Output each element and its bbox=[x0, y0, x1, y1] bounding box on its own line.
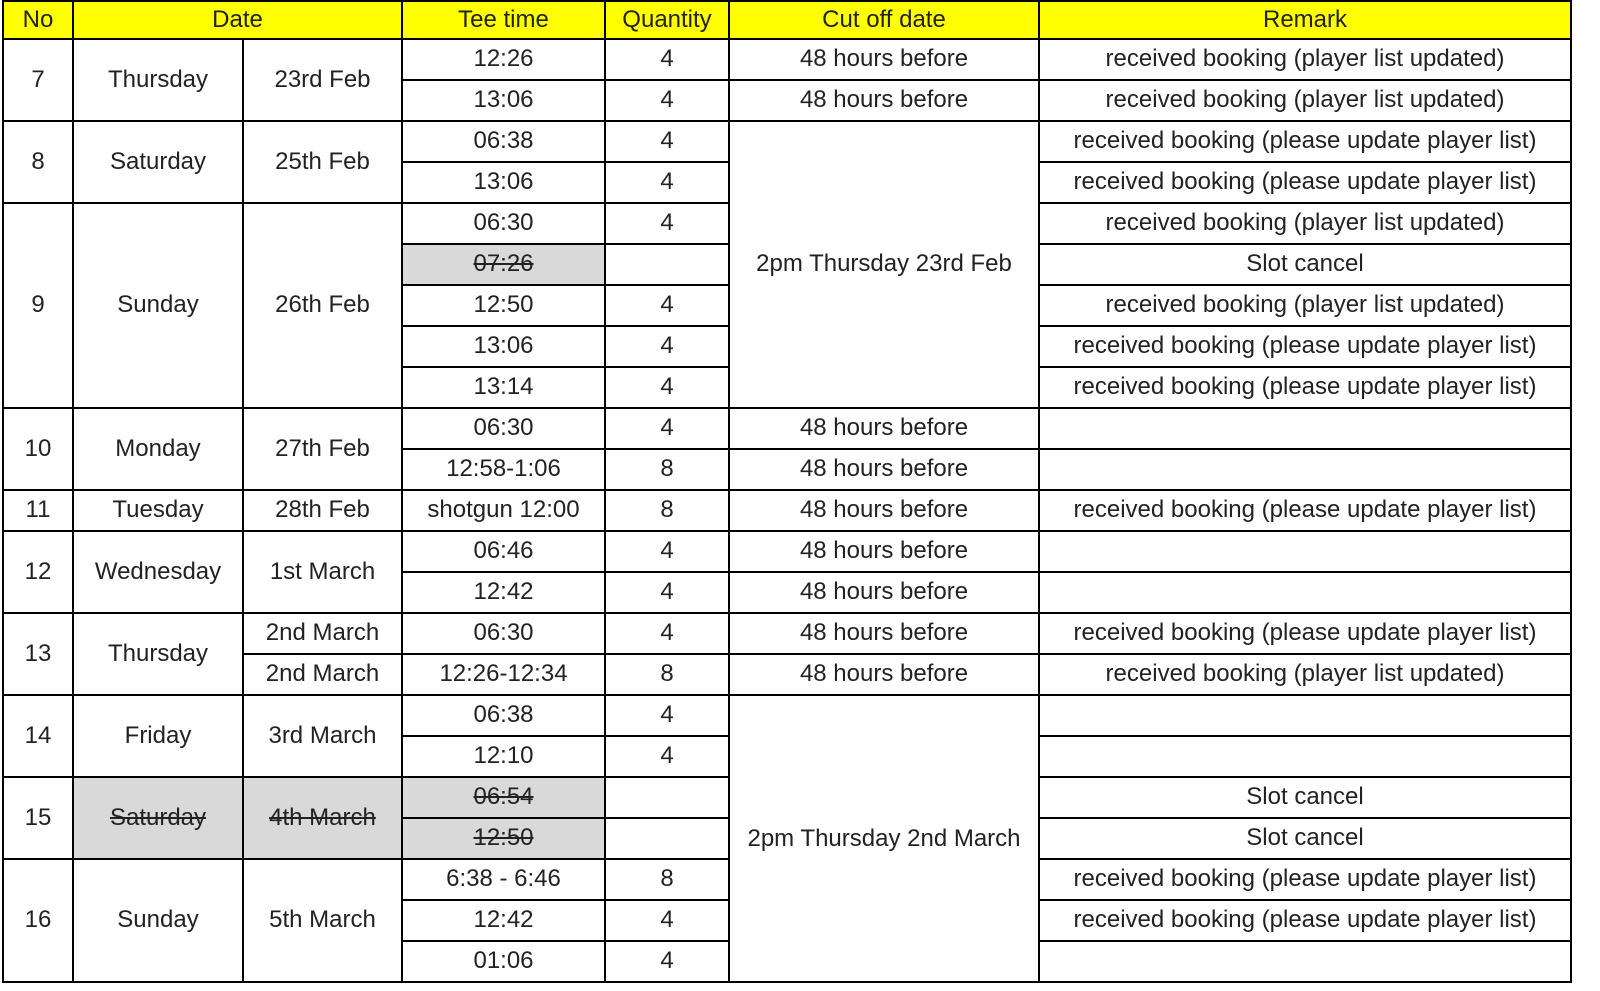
remark-cell: received booking (please update player list) bbox=[1039, 859, 1571, 900]
remark-cell bbox=[1039, 408, 1571, 449]
remark-cell bbox=[1039, 941, 1571, 982]
table-row bbox=[3, 39, 1571, 80]
remark-cell: received booking (please update player list) bbox=[1039, 490, 1571, 531]
tee-time-cell: 12:58-1:06 bbox=[402, 449, 605, 490]
row-number: 7 bbox=[3, 39, 73, 121]
remark-cell: Slot cancel bbox=[1039, 777, 1571, 818]
tee-time-cell: 12:26 bbox=[402, 39, 605, 80]
day-cell: Thursday bbox=[73, 613, 243, 695]
cutoff-cell: 48 hours before bbox=[729, 613, 1039, 654]
table-row bbox=[3, 613, 1571, 654]
cutoff-cell: 48 hours before bbox=[729, 449, 1039, 490]
quantity-cell: 4 bbox=[605, 367, 729, 408]
date-cell: 28th Feb bbox=[243, 490, 402, 531]
quantity-cell: 4 bbox=[605, 39, 729, 80]
cutoff-cell: 48 hours before bbox=[729, 80, 1039, 121]
row-number: 9 bbox=[3, 203, 73, 408]
remark-cell bbox=[1039, 736, 1571, 777]
date-cell: 2nd March bbox=[243, 613, 402, 654]
day-cell-cancelled: Saturday bbox=[73, 777, 243, 859]
remark-cell bbox=[1039, 531, 1571, 572]
date-cell: 27th Feb bbox=[243, 408, 402, 490]
quantity-cell: 4 bbox=[605, 162, 729, 203]
row-number: 10 bbox=[3, 408, 73, 490]
cutoff-cell: 48 hours before bbox=[729, 490, 1039, 531]
quantity-cell: 8 bbox=[605, 449, 729, 490]
remark-cell: received booking (player list updated) bbox=[1039, 285, 1571, 326]
table-row bbox=[3, 695, 1571, 736]
remark-cell bbox=[1039, 695, 1571, 736]
row-number: 12 bbox=[3, 531, 73, 613]
date-cell-cancelled: 4th March bbox=[243, 777, 402, 859]
quantity-cell: 4 bbox=[605, 900, 729, 941]
cutoff-cell: 48 hours before bbox=[729, 654, 1039, 695]
tee-time-cell: 06:46 bbox=[402, 531, 605, 572]
day-cell: Monday bbox=[73, 408, 243, 490]
quantity-cell: 4 bbox=[605, 326, 729, 367]
date-cell: 26th Feb bbox=[243, 203, 402, 408]
tee-time-cell: 13:06 bbox=[402, 326, 605, 367]
quantity-cell: 4 bbox=[605, 941, 729, 982]
header-remark: Remark bbox=[1039, 1, 1571, 39]
date-cell: 5th March bbox=[243, 859, 402, 982]
header-date: Date bbox=[73, 1, 402, 39]
row-number: 16 bbox=[3, 859, 73, 982]
day-cell: Wednesday bbox=[73, 531, 243, 613]
quantity-cell: 8 bbox=[605, 490, 729, 531]
quantity-cell bbox=[605, 244, 729, 285]
date-cell: 2nd March bbox=[243, 654, 402, 695]
table-row bbox=[3, 408, 1571, 449]
header-tee-time: Tee time bbox=[402, 1, 605, 39]
remark-cell: received booking (player list updated) bbox=[1039, 39, 1571, 80]
tee-time-cell: 12:50 bbox=[402, 285, 605, 326]
tee-time-cell: 12:42 bbox=[402, 900, 605, 941]
quantity-cell: 4 bbox=[605, 572, 729, 613]
quantity-cell: 4 bbox=[605, 121, 729, 162]
date-cell: 23rd Feb bbox=[243, 39, 402, 121]
quantity-cell: 4 bbox=[605, 80, 729, 121]
remark-cell: received booking (please update player list) bbox=[1039, 900, 1571, 941]
quantity-cell: 8 bbox=[605, 654, 729, 695]
tee-time-cell: 13:14 bbox=[402, 367, 605, 408]
cutoff-cell: 48 hours before bbox=[729, 531, 1039, 572]
day-cell: Sunday bbox=[73, 203, 243, 408]
tee-time-cell: 13:06 bbox=[402, 162, 605, 203]
quantity-cell bbox=[605, 777, 729, 818]
table-row bbox=[3, 531, 1571, 572]
cutoff-cell: 48 hours before bbox=[729, 39, 1039, 80]
tee-time-cell: 12:10 bbox=[402, 736, 605, 777]
remark-cell bbox=[1039, 449, 1571, 490]
quantity-cell: 8 bbox=[605, 859, 729, 900]
booking-table bbox=[2, 0, 1572, 983]
date-cell: 1st March bbox=[243, 531, 402, 613]
remark-cell: received booking (please update player list) bbox=[1039, 367, 1571, 408]
quantity-cell: 4 bbox=[605, 695, 729, 736]
tee-time-cell: 6:38 - 6:46 bbox=[402, 859, 605, 900]
tee-time-cell: 01:06 bbox=[402, 941, 605, 982]
tee-time-cell: 13:06 bbox=[402, 80, 605, 121]
table-row bbox=[3, 121, 1571, 162]
date-cell: 3rd March bbox=[243, 695, 402, 777]
cutoff-merged-march: 2pm Thursday 2nd March bbox=[729, 695, 1039, 982]
header-row bbox=[3, 1, 1571, 39]
row-number: 14 bbox=[3, 695, 73, 777]
cutoff-cell: 48 hours before bbox=[729, 572, 1039, 613]
remark-cell: received booking (player list updated) bbox=[1039, 80, 1571, 121]
header-cutoff: Cut off date bbox=[729, 1, 1039, 39]
date-cell: 25th Feb bbox=[243, 121, 402, 203]
remark-cell: Slot cancel bbox=[1039, 818, 1571, 859]
day-cell: Friday bbox=[73, 695, 243, 777]
remark-cell bbox=[1039, 572, 1571, 613]
row-number: 13 bbox=[3, 613, 73, 695]
tee-time-cell: shotgun 12:00 bbox=[402, 490, 605, 531]
tee-time-cell: 06:30 bbox=[402, 613, 605, 654]
cutoff-cell: 48 hours before bbox=[729, 408, 1039, 449]
day-cell: Thursday bbox=[73, 39, 243, 121]
tee-time-cell: 12:42 bbox=[402, 572, 605, 613]
cutoff-merged-feb: 2pm Thursday 23rd Feb bbox=[729, 121, 1039, 408]
tee-time-cell-cancelled: 06:54 bbox=[402, 777, 605, 818]
quantity-cell: 4 bbox=[605, 613, 729, 654]
tee-time-cell: 12:26-12:34 bbox=[402, 654, 605, 695]
quantity-cell bbox=[605, 818, 729, 859]
quantity-cell: 4 bbox=[605, 736, 729, 777]
remark-cell: received booking (please update player list) bbox=[1039, 162, 1571, 203]
remark-cell: received booking (player list updated) bbox=[1039, 654, 1571, 695]
quantity-cell: 4 bbox=[605, 408, 729, 449]
row-number: 11 bbox=[3, 490, 73, 531]
day-cell: Sunday bbox=[73, 859, 243, 982]
table-row bbox=[3, 490, 1571, 531]
quantity-cell: 4 bbox=[605, 531, 729, 572]
row-number: 15 bbox=[3, 777, 73, 859]
tee-time-cell-cancelled: 07:26 bbox=[402, 244, 605, 285]
remark-cell: received booking (please update player list) bbox=[1039, 121, 1571, 162]
remark-cell: received booking (player list updated) bbox=[1039, 203, 1571, 244]
tee-time-cell: 06:30 bbox=[402, 203, 605, 244]
day-cell: Tuesday bbox=[73, 490, 243, 531]
row-number: 8 bbox=[3, 121, 73, 203]
remark-cell: Slot cancel bbox=[1039, 244, 1571, 285]
tee-time-cell-cancelled: 12:50 bbox=[402, 818, 605, 859]
header-quantity: Quantity bbox=[605, 1, 729, 39]
tee-time-cell: 06:38 bbox=[402, 121, 605, 162]
remark-cell: received booking (please update player list) bbox=[1039, 613, 1571, 654]
quantity-cell: 4 bbox=[605, 285, 729, 326]
quantity-cell: 4 bbox=[605, 203, 729, 244]
header-no: No bbox=[3, 1, 73, 39]
tee-time-cell: 06:38 bbox=[402, 695, 605, 736]
remark-cell: received booking (please update player list) bbox=[1039, 326, 1571, 367]
tee-time-cell: 06:30 bbox=[402, 408, 605, 449]
day-cell: Saturday bbox=[73, 121, 243, 203]
